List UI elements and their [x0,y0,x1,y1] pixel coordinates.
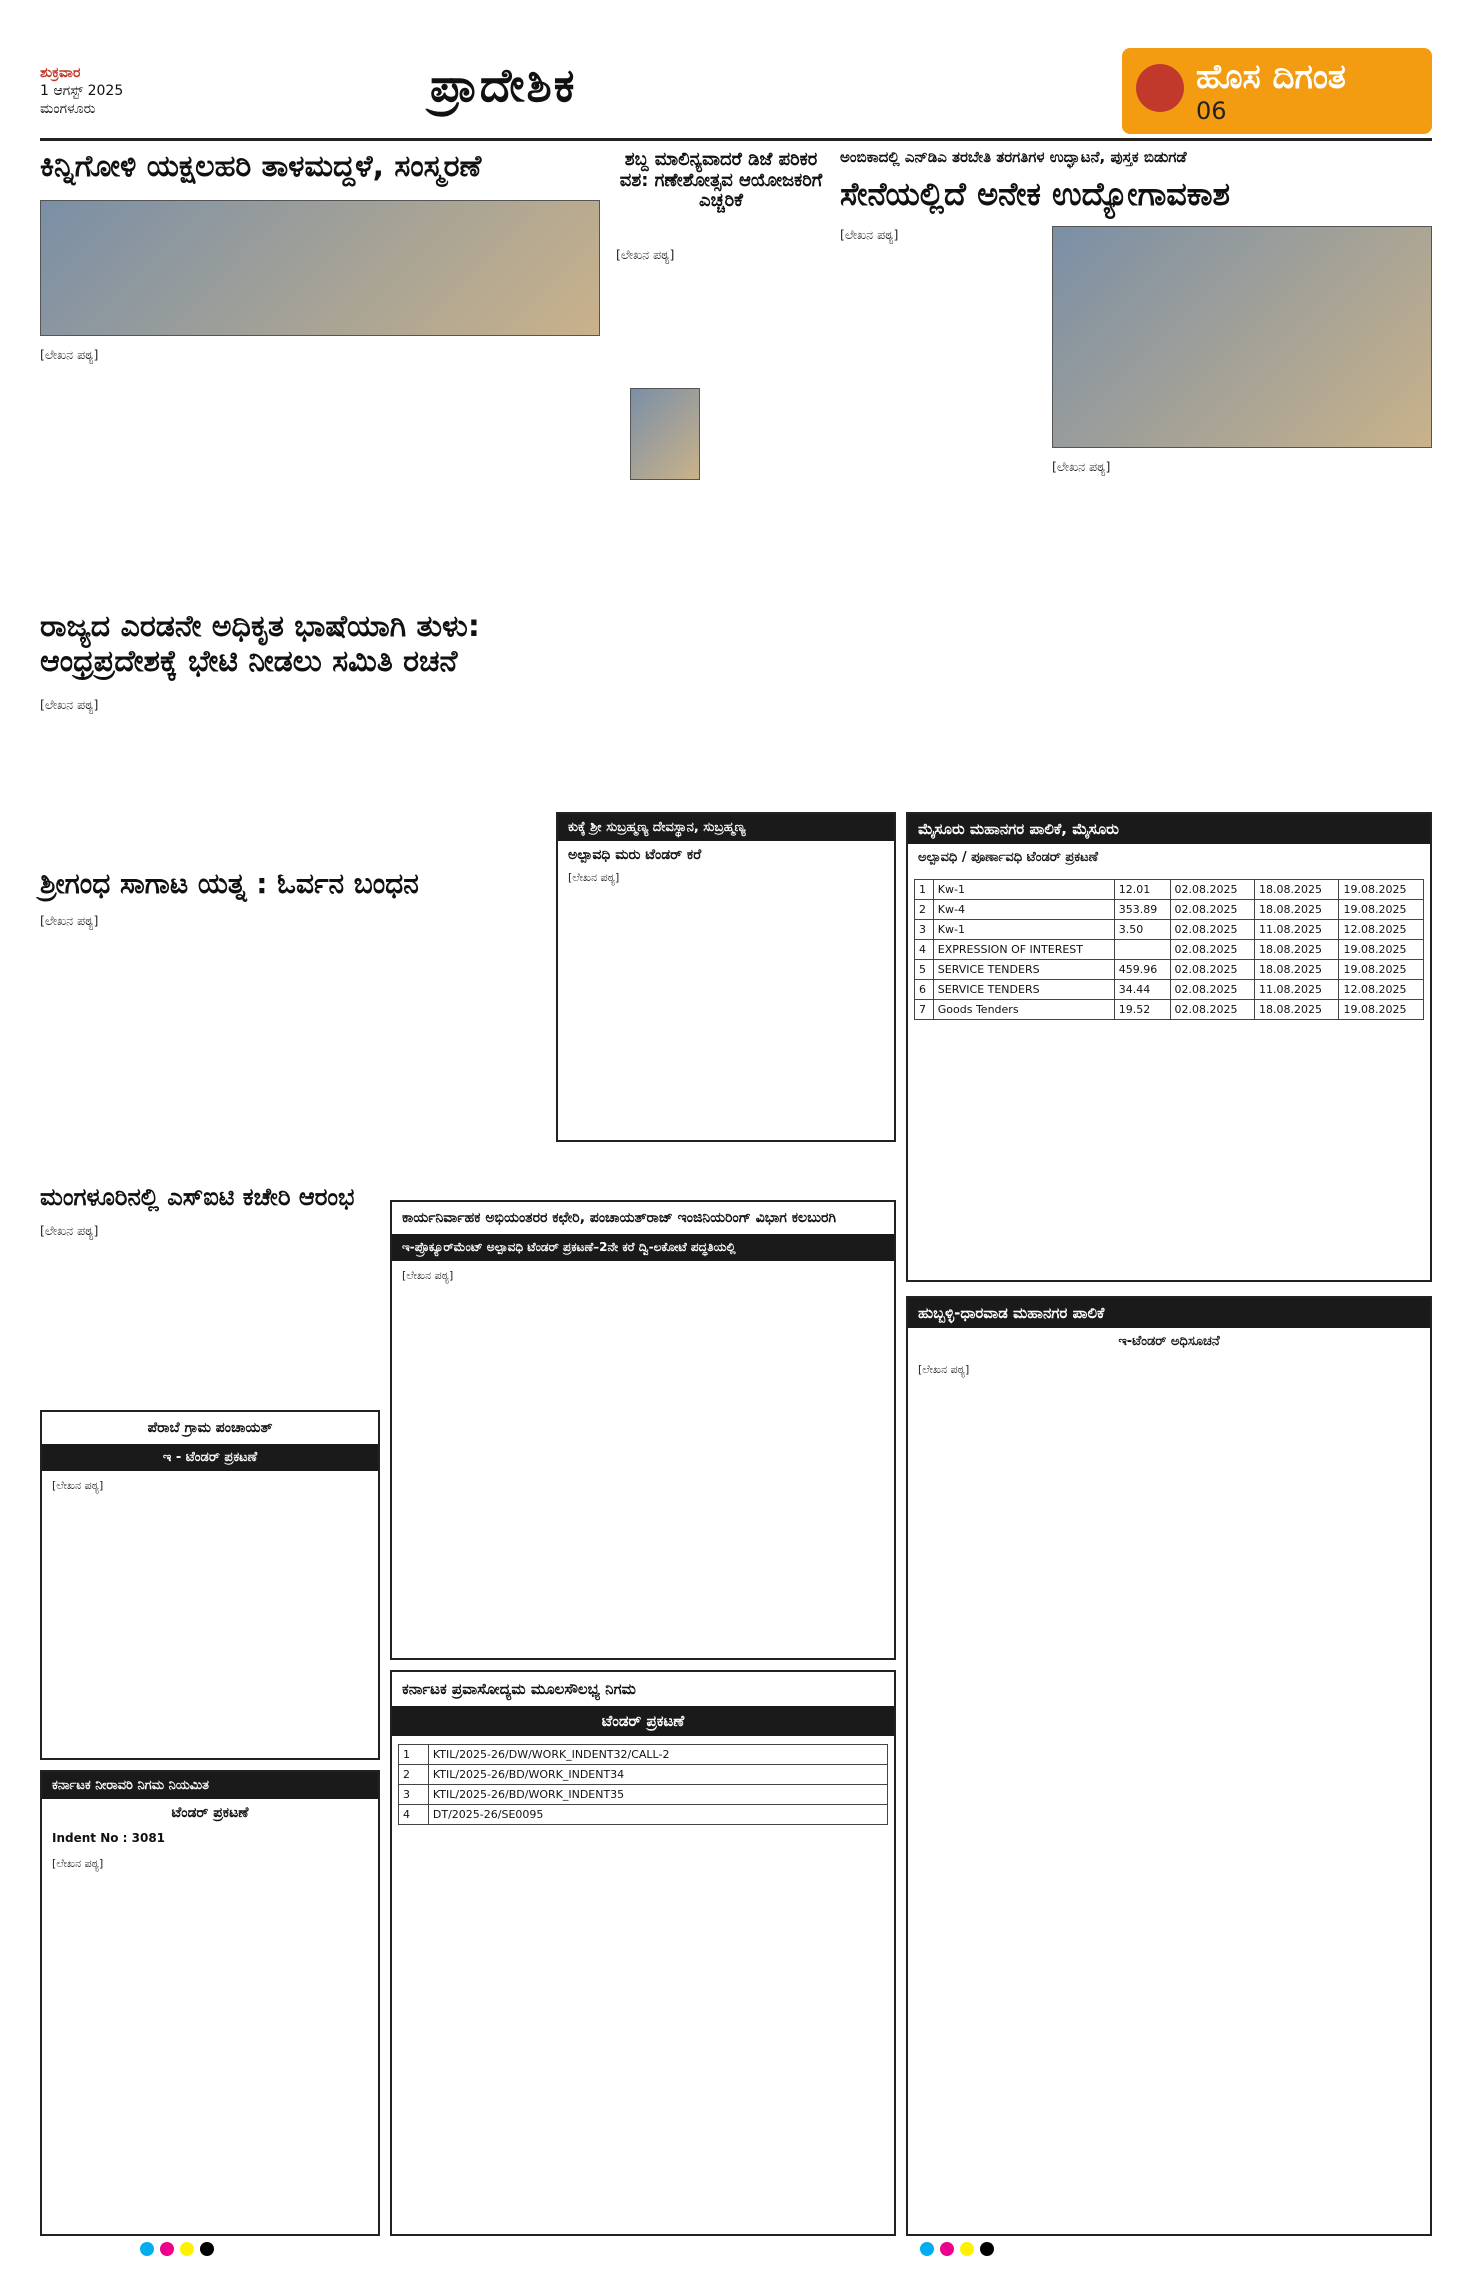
knnl-title: ಕರ್ನಾಟಕ ನೀರಾವರಿ ನಿಗಮ ನಿಯಮಿತ [42,1772,378,1799]
table-cell: KTIL/2025-26/DW/WORK_INDENT32/CALL-2 [428,1745,887,1765]
table-cell: 4 [399,1805,429,1825]
article-3-kicker: ಅಂಬಿಕಾದಲ್ಲಿ ಎನ್‌ಡಿಎ ತರಬೇತಿ ತರಗತಿಗಳ ಉದ್ಘಾಟನೆ, ಪುಸ್ತಕ ಬಿಡುಗಡೆ [840,148,1187,166]
table-cell: 02.08.2025 [1170,900,1254,920]
mysuru-tender-ad [906,812,1432,1282]
table-row [915,960,1424,980]
article-6-headline: ಮಂಗಳೂರಿನಲ್ಲಿ ಎಸ್‌ಐಟಿ ಕಚೇರಿ ಆರಂಭ [40,1183,355,1211]
table-cell [1114,940,1170,960]
article-2-body: [ಲೇಖನ ಪಠ್ಯ] [616,247,675,262]
mysuru-title: ಮೈಸೂರು ಮಹಾನಗರ ಪಾಲಿಕೆ, ಮೈಸೂರು [908,814,1430,844]
table-cell: Kw-4 [933,900,1114,920]
table-cell: 19.08.2025 [1339,960,1424,980]
table-cell: 19.08.2025 [1339,880,1424,900]
table-row [915,1000,1424,1020]
perabe-body: [ಲೇಖನ ಪಠ್ಯ] [52,1479,104,1492]
table-cell: 02.08.2025 [1170,940,1254,960]
table-row [399,1785,888,1805]
table-cell: 18.08.2025 [1255,900,1339,920]
table-cell: 1 [399,1745,429,1765]
table-cell: 3 [399,1785,429,1805]
table-cell: 02.08.2025 [1170,960,1254,980]
table-cell: 11.08.2025 [1255,920,1339,940]
table-cell: 18.08.2025 [1255,940,1339,960]
page-number: 06 [1196,97,1227,125]
kukke-body: [ಲೇಖನ ಪಠ್ಯ] [568,871,620,884]
hubli-subtitle: ಇ-ಟೆಂಡರ್ ಅಧಿಸೂಚನೆ [1118,1334,1220,1349]
kukke-title: ಕುಕ್ಕೆ ಶ್ರೀ ಸುಬ್ರಹ್ಮಣ್ಯ ದೇವಸ್ಥಾನ, ಸುಬ್ರಹ್ಮಣ್ಯ [558,814,894,841]
cmyk-marks-left [140,2242,214,2256]
brand-name: ಹೊಸ ದಿಗಂತ [1196,57,1346,97]
ktil-subtitle: ಟೆಂಡರ್ ಪ್ರಕಟಣೆ [392,1706,894,1736]
table-cell: 12.08.2025 [1339,980,1424,1000]
table-row [399,1805,888,1825]
table-cell: EXPRESSION OF INTEREST [933,940,1114,960]
table-row [399,1765,888,1785]
ktil-table [398,1744,888,1825]
mysuru-table [914,879,1424,1020]
table-cell: 02.08.2025 [1170,980,1254,1000]
table-cell: 12.08.2025 [1339,920,1424,940]
mysuru-subtitle: ಅಲ್ಪಾವಧಿ / ಪೂರ್ಣಾವಧಿ ಟೆಂಡರ್ ಪ್ರಕಟಣೆ [918,850,1099,865]
perabe-subtitle: ಇ - ಟೆಂಡರ್ ಪ್ರಕಟಣೆ [42,1444,378,1471]
article-1-headline: ಕಿನ್ನಿಗೋಳಿ ಯಕ್ಷಲಹರಿ ತಾಳಮದ್ದಳೆ, ಸಂಸ್ಮರಣೆ [40,149,482,184]
article-3-body-2: [ಲೇಖನ ಪಠ್ಯ] [1052,459,1111,474]
table-cell: 7 [915,1000,934,1020]
table-cell: 19.08.2025 [1339,1000,1424,1020]
article-3-photo [1052,226,1432,448]
article-1-photo [40,200,600,336]
header-rule [40,138,1432,141]
table-cell: 02.08.2025 [1170,1000,1254,1020]
table-cell: 12.01 [1114,880,1170,900]
table-cell: Kw-1 [933,880,1114,900]
table-cell: 5 [915,960,934,980]
table-cell: DT/2025-26/SE0095 [428,1805,887,1825]
pwd-title: ಕಾರ್ಯನಿರ್ವಾಹಕ ಅಭಿಯಂತರರ ಕಛೇರಿ, ಪಂಚಾಯತ್‌ರಾಜ್ ಇಂಜಿನಿಯರಿಂಗ್ ವಿಭಾಗ ಕಲಬುರಗಿ [402,1210,837,1226]
table-row [915,920,1424,940]
table-cell: 18.08.2025 [1255,960,1339,980]
knnl-indent: Indent No : 3081 [52,1831,166,1845]
table-row [915,940,1424,960]
article-6-body: [ಲೇಖನ ಪಠ್ಯ] [40,1223,99,1238]
article-3-headline: ಸೇನೆಯಲ್ಲಿದೆ ಅನೇಕ ಉದ್ಯೋಗಾವಕಾಶ [840,175,1231,213]
pwd-body: [ಲೇಖನ ಪಠ್ಯ] [402,1269,454,1282]
ktil-title: ಕರ್ನಾಟಕ ಪ್ರವಾಸೋದ್ಯಮ ಮೂಲಸೌಲಭ್ಯ ನಿಗಮ [402,1680,636,1698]
kukke-subtitle: ಅಲ್ಪಾವಧಿ ಮರು ಟೆಂಡರ್ ಕರೆ [568,847,702,863]
knnl-tender-ad [40,1770,380,2236]
table-cell: KTIL/2025-26/BD/WORK_INDENT34 [428,1765,887,1785]
table-cell: 6 [915,980,934,1000]
perabe-tender-ad [40,1410,380,1760]
table-row [399,1745,888,1765]
table-cell: Kw-1 [933,920,1114,940]
table-cell: SERVICE TENDERS [933,980,1114,1000]
table-row [915,980,1424,1000]
brand-logo [1122,48,1432,134]
pwd-subtitle: ಇ-ಪ್ರೊಕ್ಯೂರ್‌ಮೆಂಟ್ ಅಲ್ಪಾವಧಿ ಟೆಂಡರ್ ಪ್ರಕಟಣೆ–2ನೇ ಕರೆ ದ್ವಿ-ಲಕೋಟೆ ಪದ್ಧತಿಯಲ್ಲಿ [392,1234,894,1261]
pwd-tender-ad [390,1200,896,1660]
article-2-headline: ಶಬ್ದ ಮಾಲಿನ್ಯವಾದರೆ ಡಿಜೆ ಪರಿಕರ ವಶ: ಗಣೇಶೋತ್ಸವ ಆಯೋಜಕರಿಗೆ ಎಚ್ಚರಿಕೆ [619,149,823,212]
table-cell: 459.96 [1114,960,1170,980]
knnl-subtitle: ಟೆಂಡರ್ ಪ್ರಕಟಣೆ [171,1805,249,1821]
table-cell: 19.52 [1114,1000,1170,1020]
masthead-date [40,64,123,118]
table-cell: 19.08.2025 [1339,940,1424,960]
hubli-body: [ಲೇಖನ ಪಠ್ಯ] [918,1363,970,1376]
section-title: ಪ್ರಾದೇಶಿಕ [430,58,577,112]
table-row [915,880,1424,900]
table-cell: SERVICE TENDERS [933,960,1114,980]
masthead-city: ಮಂಗಳೂರು [40,101,96,117]
knnl-body: [ಲೇಖನ ಪಠ್ಯ] [52,1857,104,1870]
article-4-body: [ಲೇಖನ ಪಠ್ಯ] [40,697,99,712]
ktil-tender-ad [390,1670,896,2236]
table-cell: 1 [915,880,934,900]
table-cell: 02.08.2025 [1170,880,1254,900]
table-cell: 34.44 [1114,980,1170,1000]
table-cell: 11.08.2025 [1255,980,1339,1000]
table-cell: 19.08.2025 [1339,900,1424,920]
article-1-body: [ಲೇಖನ ಪಠ್ಯ] [40,347,99,362]
article-5-body: [ಲೇಖನ ಪಠ್ಯ] [40,913,99,928]
table-cell: 3 [915,920,934,940]
brand-emblem-icon [1136,64,1184,112]
hubli-tender-ad [906,1296,1432,2236]
table-cell: 18.08.2025 [1255,880,1339,900]
table-cell: 2 [399,1765,429,1785]
table-cell: 2 [915,900,934,920]
masthead-date-text: 1 ಆಗಸ್ಟ್ 2025 [40,83,124,99]
table-cell: 18.08.2025 [1255,1000,1339,1020]
table-cell: Goods Tenders [933,1000,1114,1020]
table-row [915,900,1424,920]
table-cell: 4 [915,940,934,960]
article-5-headline: ಶ್ರೀಗಂಧ ಸಾಗಾಟ ಯತ್ನ : ಓರ್ವನ ಬಂಧನ [40,867,419,900]
article-3-body: [ಲೇಖನ ಪಠ್ಯ] [840,227,899,242]
table-cell: 3.50 [1114,920,1170,940]
perabe-title: ಪೆರಾಬೆ ಗ್ರಾಮ ಪಂಚಾಯತ್ [147,1420,273,1436]
kukke-tender-ad [556,812,896,1142]
table-cell: KTIL/2025-26/BD/WORK_INDENT35 [428,1785,887,1805]
cmyk-marks-right [920,2242,994,2256]
hubli-title: ಹುಬ್ಬಳ್ಳಿ-ಧಾರವಾಡ ಮಹಾನಗರ ಪಾಲಿಕೆ [908,1298,1430,1328]
masthead-day: ಶುಕ್ರವಾರ [40,65,81,81]
table-cell: 353.89 [1114,900,1170,920]
article-4-headline: ರಾಜ್ಯದ ಎರಡನೇ ಅಧಿಕೃತ ಭಾಷೆಯಾಗಿ ತುಳು: ಆಂಧ್ರಪ್ರದೇಶಕ್ಕೆ ಭೇಟಿ ನೀಡಲು ಸಮಿತಿ ರಚನೆ [40,609,480,679]
table-cell: 02.08.2025 [1170,920,1254,940]
